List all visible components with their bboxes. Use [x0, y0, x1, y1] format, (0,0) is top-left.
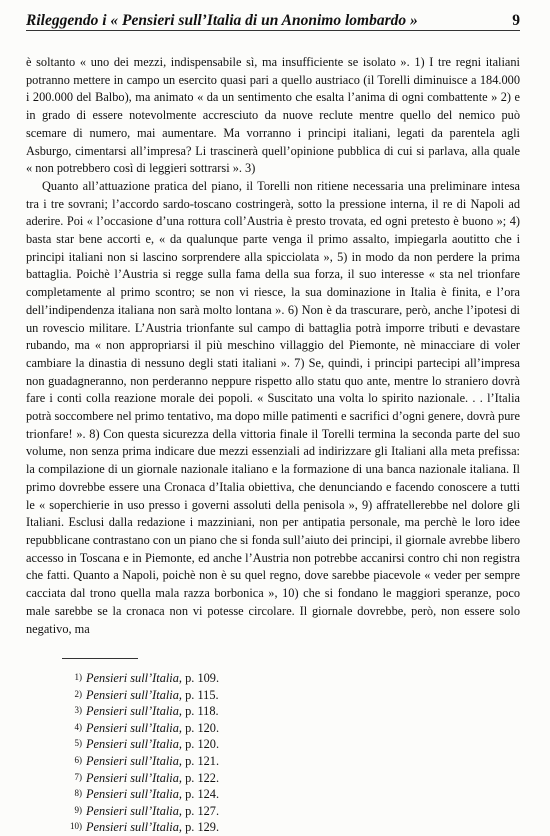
running-head [26, 8, 520, 31]
footnote [62, 736, 219, 753]
footnote-title: Pensieri sull’Italia, [86, 704, 182, 719]
footnote-title: Pensieri sull’Italia, [86, 803, 182, 818]
footnote-page: p. 121. [185, 753, 220, 768]
footnote-title: Pensieri sull’Italia, [86, 671, 182, 685]
footnote [62, 703, 219, 720]
body-text [26, 54, 520, 638]
footnote-number: 8) [74, 788, 82, 799]
footnote-number: 1) [74, 672, 82, 682]
footnote-title: Pensieri sull’Italia, [86, 820, 182, 835]
footnote [62, 819, 219, 836]
footnote-title: Pensieri sull’Italia, [86, 687, 182, 702]
footnote [62, 786, 219, 803]
footnote-rule [62, 658, 138, 659]
footnote-page: p. 120. [185, 720, 220, 735]
footnote-number: 4) [74, 721, 82, 732]
paragraph-1: è soltanto « uno dei mezzi, indispensabile sì, ma insufficiente se isolato ». 1) I tre regni italiani potranno mettere in campo un esercito quasi pari a quello austriaco (il Torelli diminuisce a 184.000 i 200.000 del Balbo), ma animato « da un sentimento che esalta l’anima di ogni combattente » 2) e in grado di essere notevolmente accresciuto da nuove reclute mentre quello del nemico può scemare di numero, mai aumentare. Ma vorranno i principi italiani, legati da parentela agli Asburgo, cimentarsi all’impresa? Li trascinerà quell’opinione pubblica di cui si parlava, alla quale « non potrebbero così di leggieri sottrarsi ». 3) [26, 55, 520, 176]
footnote-page: p. 129. [185, 820, 220, 835]
footnote-number: 6) [74, 754, 82, 765]
footnote-number: 5) [74, 738, 82, 749]
footnote-number: 3) [74, 705, 82, 716]
footnote [62, 803, 219, 820]
footnote-title: Pensieri sull’Italia, [86, 737, 182, 752]
footnote-page: p. 115. [185, 687, 219, 702]
footnote-page: p. 127. [185, 803, 220, 818]
footnote [62, 670, 219, 687]
footnote-page: p. 122. [185, 770, 220, 785]
footnote-number: 9) [74, 804, 82, 815]
footnote-number: 2) [74, 688, 82, 699]
footnote [62, 770, 219, 787]
footnote [62, 753, 219, 770]
paragraph-2: Quanto all’attuazione pratica del piano, il Torelli non ritiene necessaria una preliminare intesa tra i tre sovrani; l’accordo sardo-toscano costringerà, sotto la pressione interna, il re di Napoli ad aderire. Poi « l’occasione d’una rottura coll’Austria è presto trovata, ed ogni pretesto è buono »; 4) basta star bene accorti e, « da qualunque parte venga il primo assalto, impiegarla aoutitto che i principi italiani non si lascino sorprendere alla spicciolata », 5) in modo da non perdere la prima battaglia. Poichè l’Austria si regge sulla fama della sua forza, il suo interesse « sta nel trionfare completamente al primo scontro; se non vi riesce, la sua dominazione in Italia è finita, e l’ora dell’indipendenza italiana non sarà molto lontana ». 6) Non è da trascurare, però, anche l’ipotesi di un rovescio militare. L’Austria trionfante sul campo di battaglia potrà imporre tributi e devastare rubando, ma « non appropriarsi il più meschino villaggio del Piemonte, nè minacciare di voler cambiare la dinastia di nessuno degli stati italiani ». 7) Se, quindi, i principi partecipi all’impresa non guadagneranno, non perderanno neppure rispetto allo statu quo ante, mentre lo straniero dovrà fare i conti colla reazione morale dei popoli. « Suscitato una volta lo spirito nazionale. . . l’Italia potrà soccombere nel primo tentativo, ma dopo mille patimenti e sacrifici d’ogni genere, dovrà pure trionfare! ». 8) Con questa sicurezza della vittoria finale il Torelli termina la seconda parte del suo volume, non senza prima indicare due mezzi essenziali ad indirizzare gli Italiani alla meta prefissa: la compilazione di un giornale nazionale italiano e la formazione di una banca nazionale italiana. Il primo dovrebbe essere una Cronaca d’Italia obiettiva, che denunciando e facendo conoscere a tutti le « soperchierie in uso presso i governi assoluti della penisola », 9) affratellerebbe nel dolore gli Italiani. Esclusi dalla redazione i mazziniani, non per antipatia personale, ma perchè le loro idee repubblicane contrastano con un piano che si fonda sull’aiuto dei principi, il giornale avrebbe libero accesso in Toscana e in Piemonte, ed anche l’Austria non potrebbe accanirsi contro chi non registra che fatti. Quanto a Napoli, poichè non è su quel regno, dove sarebbe piacevole « veder per sempre cacciata dal trono quella mala razza borbonica », 10) che si fondano le maggiori speranze, poco male sarebbe se la cronaca non vi potesse circolare. Il giornale dovrebbe, però, non essere solo negativo, ma [26, 178, 520, 636]
footnote-title: Pensieri sull’Italia, [86, 720, 182, 735]
footnote-page: p. 118. [185, 704, 219, 719]
footnote-title: Pensieri sull’Italia, [86, 770, 182, 785]
footnote-page: p. 109. [185, 671, 220, 685]
footnote [62, 720, 219, 737]
footnote-title: Pensieri sull’Italia, [86, 787, 182, 802]
footnotes [62, 670, 219, 836]
footnote-page: p. 124. [185, 787, 220, 802]
footnote-title: Pensieri sull’Italia, [86, 753, 182, 768]
page-number: 9 [512, 12, 520, 29]
running-title: Rileggendo i « Pensieri sull’Italia di un Anonimo lombardo » [26, 12, 418, 29]
footnote-number: 10) [70, 821, 82, 832]
footnote-page: p. 120. [185, 737, 220, 752]
footnote-number: 7) [74, 771, 82, 782]
footnote [62, 687, 219, 704]
